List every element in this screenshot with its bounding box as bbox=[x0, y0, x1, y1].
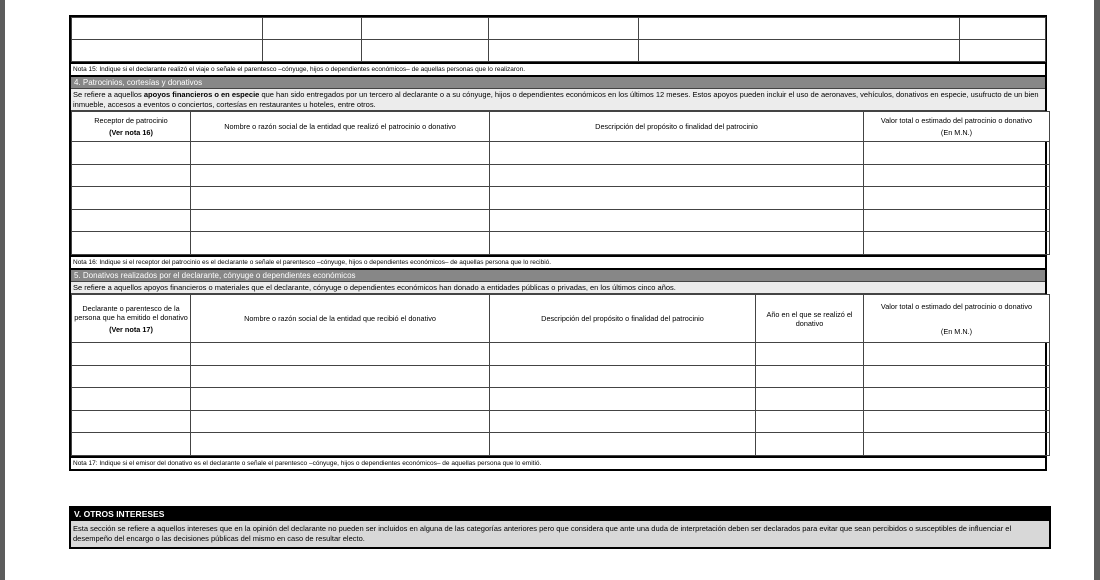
table-row bbox=[72, 187, 1050, 210]
table-cell[interactable] bbox=[72, 40, 263, 62]
column-note: (En M.N.) bbox=[940, 128, 973, 137]
column-header-nombre: Nombre o razón social de la entidad que realizó el patrocinio o donativo bbox=[191, 112, 490, 142]
sponsorship-table bbox=[71, 111, 1050, 255]
table-cell[interactable] bbox=[490, 433, 756, 456]
table-cell[interactable] bbox=[72, 343, 191, 366]
table-cell[interactable] bbox=[864, 232, 1050, 255]
section-4-desc-pre: Se refiere a aquellos bbox=[73, 90, 144, 99]
column-header-valor: Valor total o estimado del patrocinio o donativo (En M.N.) bbox=[864, 295, 1050, 343]
table-cell[interactable] bbox=[756, 433, 864, 456]
column-header-receptor: Receptor de patrocinio (Ver nota 16) bbox=[72, 112, 191, 142]
table-cell[interactable] bbox=[191, 187, 490, 210]
table-cell[interactable] bbox=[490, 410, 756, 433]
table-row bbox=[72, 232, 1050, 255]
table-cell[interactable] bbox=[490, 164, 864, 187]
table-cell[interactable] bbox=[72, 232, 191, 255]
table-cell[interactable] bbox=[72, 164, 191, 187]
otros-intereses-description: Esta sección se refiere a aquellos intereses que en la opinión del declarante no pueden ser incluidos en alguna de las categorías anteriores pero que considera que ante una duda de interpretación deben ser declarados para evitar que sean percibidos o susceptibles de influenciar el desempeño del encargo o las decisiones públicas del mismo en caso de resultar electo. bbox=[71, 521, 1049, 547]
table-row bbox=[72, 18, 1046, 40]
table-cell[interactable] bbox=[756, 365, 864, 388]
column-header-descripcion: Descripción del propósito o finalidad del patrocinio bbox=[490, 112, 864, 142]
column-header-nombre: Nombre o razón social de la entidad que recibió el donativo bbox=[191, 295, 490, 343]
table-cell[interactable] bbox=[490, 365, 756, 388]
table-cell[interactable] bbox=[864, 187, 1050, 210]
table-row bbox=[72, 388, 1050, 411]
section-4-description bbox=[71, 88, 1045, 111]
table-row bbox=[72, 433, 1050, 456]
table-cell[interactable] bbox=[490, 343, 756, 366]
table-header-row bbox=[72, 295, 1050, 343]
table-cell[interactable] bbox=[191, 164, 490, 187]
table-cell[interactable] bbox=[72, 410, 191, 433]
note-15: Nota 15: Indique si el declarante realizó el viaje o señale el parentesco –cónyuge, hijos o dependientes económicos– de aquellas personas que lo realizaron. bbox=[71, 62, 1045, 75]
table-cell[interactable] bbox=[72, 187, 191, 210]
table-cell[interactable] bbox=[490, 209, 864, 232]
table-row bbox=[72, 142, 1050, 165]
table-cell[interactable] bbox=[72, 388, 191, 411]
table-cell[interactable] bbox=[756, 343, 864, 366]
column-note: (Ver nota 17) bbox=[109, 324, 153, 334]
table-cell[interactable] bbox=[72, 433, 191, 456]
table-cell[interactable] bbox=[362, 18, 489, 40]
table-cell[interactable] bbox=[72, 18, 263, 40]
table-row bbox=[72, 365, 1050, 388]
viewer-right-edge bbox=[1094, 0, 1100, 580]
column-note: (En M.N.) bbox=[940, 326, 973, 336]
table-cell[interactable] bbox=[864, 433, 1050, 456]
table-cell[interactable] bbox=[191, 365, 490, 388]
table-cell[interactable] bbox=[362, 40, 489, 62]
table-cell[interactable] bbox=[263, 18, 362, 40]
table-cell[interactable] bbox=[489, 40, 639, 62]
table-row bbox=[72, 40, 1046, 62]
table-cell[interactable] bbox=[489, 18, 639, 40]
otros-intereses-title: V. OTROS INTERESES bbox=[71, 508, 1049, 521]
column-header-declarante: Declarante o parentesco de la persona que ha emitido el donativo (Ver nota 17) bbox=[72, 295, 191, 343]
table-cell[interactable] bbox=[864, 343, 1050, 366]
table-cell[interactable] bbox=[639, 40, 960, 62]
table-cell[interactable] bbox=[864, 365, 1050, 388]
table-cell[interactable] bbox=[490, 388, 756, 411]
form-sheet bbox=[69, 15, 1047, 471]
column-note: (Ver nota 16) bbox=[109, 128, 153, 137]
table-cell[interactable] bbox=[72, 209, 191, 232]
travel-table-section bbox=[69, 15, 1047, 471]
table-cell[interactable] bbox=[191, 410, 490, 433]
note-17: Nota 17: Indique si el emisor del donativo es el declarante o señale el parentesco –cónyuge, hijos o dependientes económicos– de aquellas persona que lo emitió. bbox=[71, 456, 1045, 469]
table-cell[interactable] bbox=[191, 433, 490, 456]
table-cell[interactable] bbox=[756, 388, 864, 411]
table-cell[interactable] bbox=[72, 142, 191, 165]
section-4-desc-bold: apoyos financieros o en especie bbox=[143, 90, 260, 99]
table-cell[interactable] bbox=[263, 40, 362, 62]
column-header-descripcion: Descripción del propósito o finalidad del patrocinio bbox=[490, 295, 756, 343]
table-row bbox=[72, 410, 1050, 433]
table-cell[interactable] bbox=[864, 164, 1050, 187]
table-cell[interactable] bbox=[960, 18, 1046, 40]
table-cell[interactable] bbox=[191, 232, 490, 255]
table-cell[interactable] bbox=[639, 18, 960, 40]
section-4-title: 4. Patrocinios, cortesías y donativos bbox=[71, 75, 1045, 88]
table-cell[interactable] bbox=[864, 142, 1050, 165]
table-row bbox=[72, 209, 1050, 232]
table-cell[interactable] bbox=[72, 365, 191, 388]
table-cell[interactable] bbox=[490, 187, 864, 210]
viewer-left-edge bbox=[0, 0, 5, 580]
column-header-valor: Valor total o estimado del patrocinio o donativo (En M.N.) bbox=[864, 112, 1050, 142]
table-cell[interactable] bbox=[191, 388, 490, 411]
table-cell[interactable] bbox=[756, 410, 864, 433]
section-5-description: Se refiere a aquellos apoyos financieros o materiales que el declarante, cónyuge o dependientes económicos han donado a entidades públicas o privadas, en los últimos cinco años. bbox=[71, 281, 1045, 295]
table-cell[interactable] bbox=[191, 343, 490, 366]
table-row bbox=[72, 343, 1050, 366]
table-cell[interactable] bbox=[864, 209, 1050, 232]
table-cell[interactable] bbox=[191, 142, 490, 165]
table-cell[interactable] bbox=[864, 410, 1050, 433]
table-row bbox=[72, 164, 1050, 187]
donations-table bbox=[71, 294, 1050, 456]
section-5-title: 5. Donativos realizados por el declarante, cónyuge o dependientes económicos bbox=[71, 268, 1045, 281]
table-cell[interactable] bbox=[490, 232, 864, 255]
note-16: Nota 16: Indique si el receptor del patrocinio es el declarante o señale el parentesco –cónyuge, hijos o dependientes económicos– de aquellas persona que lo recibió. bbox=[71, 255, 1045, 268]
table-cell[interactable] bbox=[191, 209, 490, 232]
table-header-row bbox=[72, 112, 1050, 142]
table-cell[interactable] bbox=[960, 40, 1046, 62]
otros-intereses-section bbox=[69, 506, 1051, 549]
table-cell[interactable] bbox=[864, 388, 1050, 411]
section-4-desc-post: que han sido entregados por un tercero al declarante o a su cónyuge, hijos o dependientes económicos en los últimos 12 meses. Estos apoyos pueden incluir el uso de aeronaves, vehículos, donativos en especie, usufructo de un bien inmueble, accesos a eventos o conciertos, cortesías en restaurantes u hoteles, entre otros. bbox=[73, 90, 1039, 109]
travel-table bbox=[71, 17, 1046, 62]
table-cell[interactable] bbox=[490, 142, 864, 165]
column-header-anio: Año en el que se realizó el donativo bbox=[756, 295, 864, 343]
